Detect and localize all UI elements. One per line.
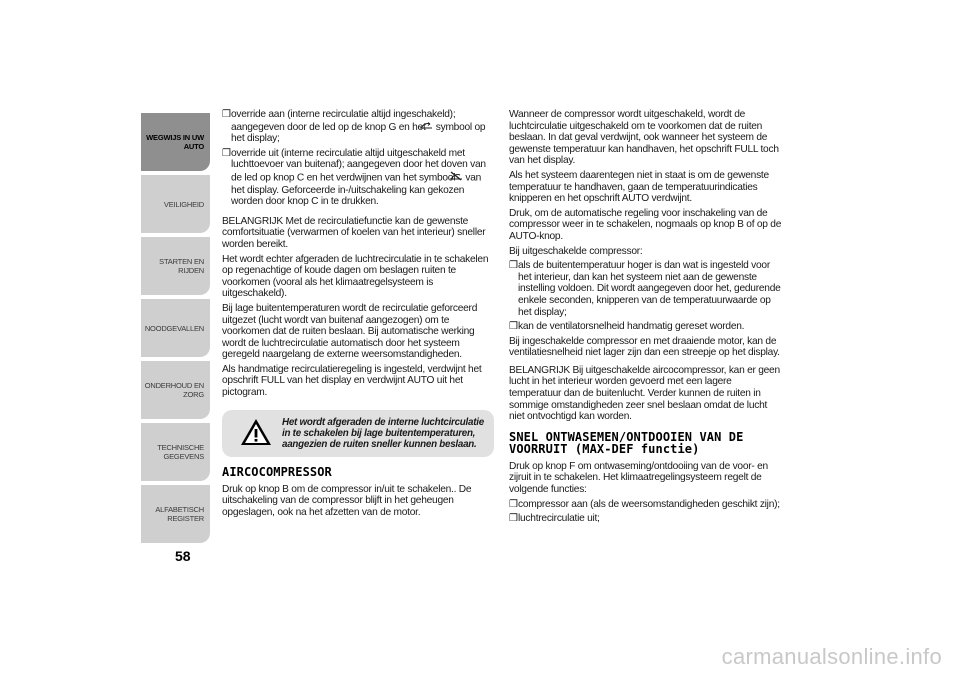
tab-label: TECHNISCHE GEGEVENS	[157, 443, 204, 461]
paragraph: Druk op knop F om ontwaseming/ontdooiing van de voor- en zijruit in te schakelen. Het klimaatregelingsysteem regelt de volgende functies:	[509, 460, 768, 496]
paragraph: Druk, om de automatische regeling voor inschakeling van de compressor weer in te schakelen, nogmaals op knop B of op de AUTO-knop.	[509, 207, 782, 242]
paragraph: Bij lage buitentemperaturen wordt de recirculatie geforceerd uitgezet (lucht wordt van buitenaf aangezogen) om te voorkomen dat de ruiten beslaan. Bij automatische werking wordt de luchtrecirculatie automatisch door het systeem geregeld naargelang de externe weersomstandigheden.	[222, 302, 478, 361]
list-item	[509, 260, 785, 318]
bullet-glyph: ❒	[222, 109, 231, 120]
tab-noodgevallen[interactable]	[141, 299, 210, 357]
paragraph: Als het systeem daarentegen niet in staat is om de gewenste temperatuur te handhaven, gaan de temperatuurindicaties knipperen en het opschrift AUTO verdwijnt.	[509, 169, 769, 205]
watermark: carmanualsonline.info	[721, 644, 942, 669]
list-item-text: kan de ventilatorsnelheid handmatig gereset worden.	[518, 321, 745, 333]
tab-register[interactable]	[141, 485, 210, 543]
tab-onderhoud[interactable]	[141, 361, 210, 419]
list-item-text: als de buitentemperatuur hoger is dan wat is ingesteld voor het interieur, dan kan het systeem niet aan de gewenste instelling voldoen. Dit wordt aangegeven door het, gedurende enkele seconden, knipperen van de temperatuurwaarde op het display;	[518, 260, 781, 318]
list-item-text: override aan (interne recirculatie altijd ingeschakeld); aangegeven door de led op de knop G en het	[231, 109, 456, 133]
paragraph: Bij uitgeschakelde compressor:	[509, 245, 643, 257]
bullet-glyph: ❒	[509, 321, 518, 333]
section-heading: AIRCOCOMPRESSOR	[222, 464, 332, 479]
tab-label: VEILIGHEID	[163, 199, 204, 209]
tab-wegwijs[interactable]	[141, 113, 210, 171]
recirculation-icon	[428, 121, 433, 134]
page-number: 58	[175, 548, 191, 564]
list-item	[222, 148, 494, 208]
warning-triangle-icon	[240, 418, 274, 448]
tab-label: NOODGEVALLEN	[144, 323, 204, 333]
warning-text: Het wordt afgeraden de interne luchtcirculatie in te schakelen bij lage buitentemperaturen, aangezien de ruiten sneller kunnen beslaan.	[282, 416, 484, 450]
tab-technische[interactable]	[141, 423, 210, 481]
list-item-text: compressor aan (als de weersomstandigheden geschikt zijn);	[518, 498, 780, 510]
list-item-text: luchtrecirculatie uit;	[518, 513, 600, 525]
tab-label: STARTEN EN RIJDEN	[159, 257, 204, 275]
tab-label: ONDERHOUD EN ZORG	[144, 381, 204, 399]
paragraph: Het wordt echter afgeraden de luchtrecirculatie in te schakelen op regenachtige of koude dagen om beslagen ruiten te voorkomen (vooral als het klimaatregelsysteem is uitgeschakeld).	[222, 253, 489, 300]
list-item	[509, 513, 785, 525]
paragraph: Wanneer de compressor wordt uitgeschakeld, wordt de luchtcirculatie uitgeschakeld om te voorkomen dat de ruiten beslaan. In dat geval verdwijnt, ook wanneer het systeem de gewenste temperatuur kan handhaven, het opschrift FULL toch van het display.	[509, 109, 779, 167]
paragraph: Als handmatige recirculatieregeling is ingesteld, verdwijnt het opschrift FULL van het display en verdwijnt AUTO uit het pictogram.	[222, 363, 482, 399]
paragraph: BELANGRIJK Bij uitgeschakelde aircocompressor, kan er geen lucht in het interieur worden gevoerd met een lagere temperatuur dan de buitenlucht. Verder kunnen de ruiten in sommige omstandigheden zeer snel beslaan omdat de lucht niet ontvochtigd kan worden.	[509, 364, 780, 423]
recirculation-crossed-icon	[458, 171, 463, 185]
bullet-glyph: ❒	[509, 498, 518, 510]
section-heading: SNEL ONTWASEMEN/ONTDOOIEN VAN DE VOORRUIT (MAX-DEF functie)	[509, 429, 744, 456]
list-item-text: van het display. Geforceerde in-/uitschakeling kan gekozen worden door knop C in te drukken.	[231, 172, 482, 208]
tab-starten[interactable]	[141, 237, 210, 295]
left-column	[222, 109, 494, 521]
list-item-text: override uit (interne recirculatie altijd uitgeschakeld met luchttoevoer van buitenaf); aangegeven door het doven van de led op knop C en het verdwijnen van het symbool	[231, 147, 486, 184]
tab-veiligheid[interactable]	[141, 175, 210, 233]
tab-label: WEGWIJS IN UW AUTO	[146, 133, 204, 151]
paragraph: Bij ingeschakelde compressor en met draaiende motor, kan de ventilatiesnelheid niet lager zijn dan een streepje op het display.	[509, 335, 780, 359]
list-item-text: symbool op het display;	[231, 121, 486, 145]
list-item	[509, 499, 785, 511]
bullet-glyph: ❒	[222, 147, 231, 159]
list-item	[222, 109, 494, 145]
list-item	[509, 321, 785, 333]
paragraph: BELANGRIJK Met de recirculatiefunctie kan de gewenste comfortsituatie (verwarmen of koelen van het interieur) sneller worden bereikt.	[222, 215, 486, 250]
bullet-glyph: ❒	[509, 260, 518, 272]
tab-label: ALFABETISCH REGISTER	[155, 505, 204, 523]
warning-box	[222, 410, 494, 457]
chapter-sidebar	[141, 113, 210, 547]
right-column	[509, 109, 785, 528]
bullet-glyph: ❒	[509, 513, 518, 525]
paragraph: Druk op knop B om de compressor in/uit te schakelen.. De uitschakeling van de compressor blijft in het geheugen opgeslagen, ook na het afzetten van de motor.	[222, 483, 472, 518]
